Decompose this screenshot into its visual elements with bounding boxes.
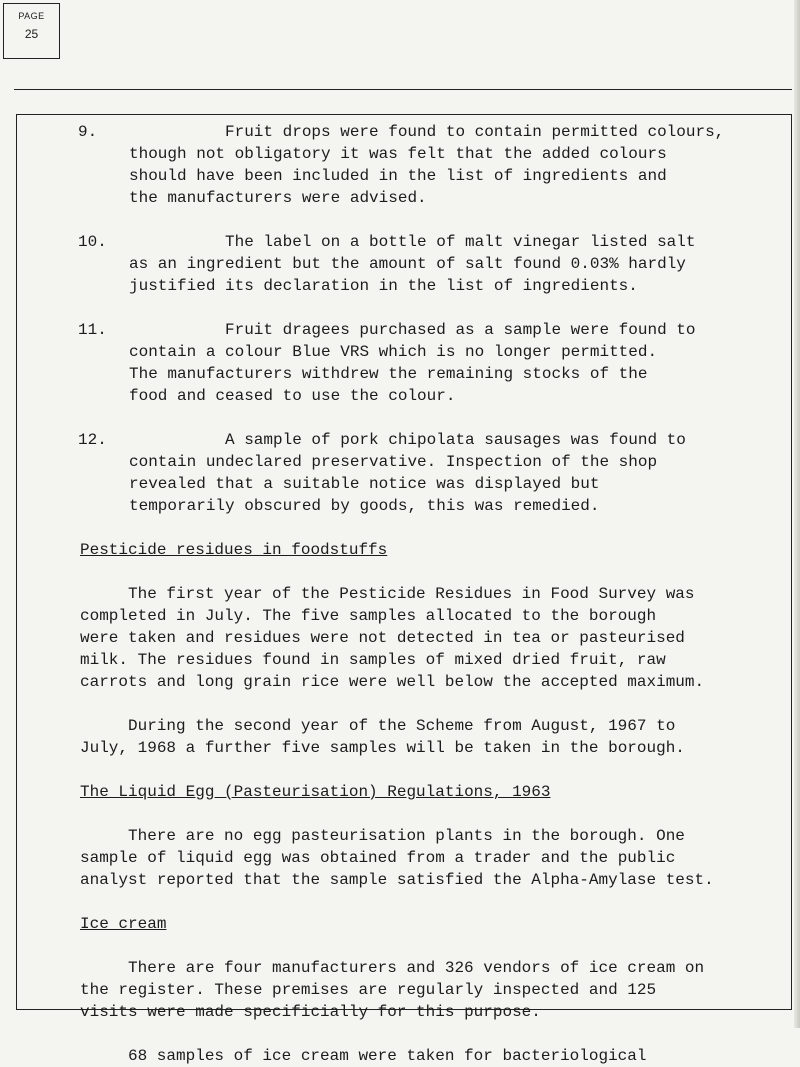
item-number: 11. <box>78 321 107 339</box>
paragraph: There are four manufacturers and 326 vendors of ice cream on the register. These premises are regularly inspected and 125 visits were made specificially for this purpose. <box>80 959 705 1021</box>
item-text: Fruit drops were found to contain permitted colours, though not obligatory it was felt that the added colours should have been included in the list of ingredients and the manufacturers were advised. <box>129 123 725 207</box>
item-text: The label on a bottle of malt vinegar listed salt as an ingredient but the amount of salt found 0.03% hardly justified its declaration in the list of ingredients. <box>129 233 696 295</box>
paragraph: During the second year of the Scheme from August, 1967 to July, 1968 a further five samples will be taken in the borough. <box>80 717 685 757</box>
numbered-item-9 <box>80 121 780 209</box>
page-number: 25 <box>24 27 39 41</box>
item-number: 9. <box>78 123 98 141</box>
section-heading-pesticide: Pesticide residues in foodstuffs <box>80 541 388 559</box>
page-number-box <box>3 3 60 59</box>
section-heading-liquid-egg: The Liquid Egg (Pasteurisation) Regulations, 1963 <box>80 783 551 801</box>
section-heading-ice-cream: Ice cream <box>80 915 167 933</box>
item-number: 12. <box>78 431 107 449</box>
paragraph: The first year of the Pesticide Residues in Food Survey was completed in July. The five samples allocated to the borough were taken and residues were not detected in tea or pasteurised milk. The residues found in samples of mixed dried fruit, raw carrots and long grain rice were well below the accepted maximum. <box>80 585 705 691</box>
document-body <box>80 121 780 1067</box>
page-label: PAGE <box>18 11 45 21</box>
page-edge-shadow <box>794 0 800 1028</box>
paragraph: 68 samples of ice cream were taken for bacteriological <box>128 1047 647 1065</box>
item-number: 10. <box>78 233 107 251</box>
numbered-item-10 <box>80 231 780 297</box>
item-text: Fruit dragees purchased as a sample were found to contain a colour Blue VRS which is no longer permitted. The manufacturers withdrew the remaining stocks of the food and ceased to use the colour. <box>129 321 696 405</box>
paragraph: There are no egg pasteurisation plants in the borough. One sample of liquid egg was obtained from a trader and the public analyst reported that the sample satisfied the Alpha-Amylase test. <box>80 827 714 889</box>
numbered-item-12 <box>80 429 780 517</box>
top-rule <box>14 89 792 90</box>
item-text: A sample of pork chipolata sausages was found to contain undeclared preservative. Inspection of the shop revealed that a suitable notice was displayed but temporarily obscured by goods, this was remedied. <box>129 431 686 515</box>
numbered-item-11 <box>80 319 780 407</box>
